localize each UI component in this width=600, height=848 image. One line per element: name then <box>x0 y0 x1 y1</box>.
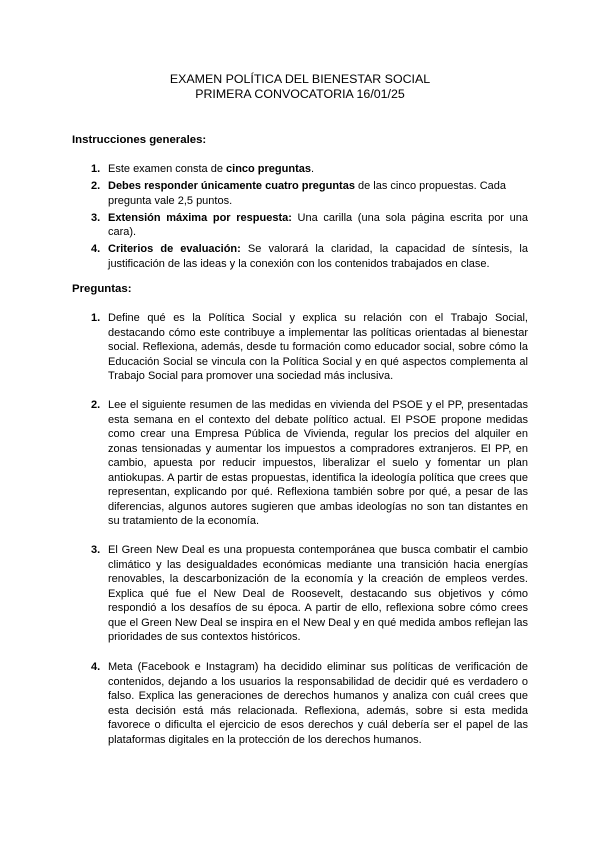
question-text: Meta (Facebook e Instagram) ha decidido eliminar sus políticas de verificación de contenidos, dejando a los usuarios la responsabilidad de decidir qué es verdadero o falso. Explica las generaciones de derechos humanos y analiza con cuál crees que esta decisión está más relacionada. Reflexiona, además, sobre si esta medida favorece o dificulta el ejercicio de esos derechos y cuál debería ser el papel de las plataformas digitales en la protección de los derechos humanos. <box>108 661 528 746</box>
instruction-item <box>91 242 528 271</box>
instructions-list <box>91 162 528 271</box>
question-item <box>91 398 528 529</box>
question-number: 1. <box>91 312 101 324</box>
instruction-item <box>91 211 528 240</box>
instruction-number: 3. <box>91 211 101 224</box>
question-text: El Green New Deal es una propuesta contemporánea que busca combatir el cambio climático y las desigualdades económicas mediante una transición hacia energías renovables, la descarbonización de la economía y la creación de empleos verdes. Explica qué fue el New Deal de Roosevelt, destacando sus objetivos y cómo respondió a los desafíos de su época. A partir de ello, reflexiona sobre cómo crees que el Green New Deal se inspira en el New Deal y en qué medida ambos reflejan las prioridades de sus contextos históricos. <box>108 544 528 643</box>
question-text: Lee el siguiente resumen de las medidas en vivienda del PSOE y el PP, presentadas esta semana en el contexto del debate político actual. El PSOE propone medidas como crear una Empresa Pública de Vivienda, regular los precios del alquiler en zonas tensionadas y aumentar los impuestos a compradores extranjeros. El PP, en cambio, apuesta por reducir impuestos, liberalizar el suelo y fomentar un plan antiokupas. A partir de estas propuestas, identifica la ideología política que crees que representan, explicando por qué. Reflexiona también sobre por qué, a pesar de las diferencias, algunos autores sugieren que ambas ideologías no son tan distantes en su tratamiento de la economía. <box>108 399 528 527</box>
instruction-text: . <box>310 163 315 175</box>
instruction-text: Se valorará la claridad, la capacidad de síntesis, la justificación de las ideas y la conexión con los contenidos trabajados en clase. <box>108 243 528 270</box>
instruction-text: de las cinco propuestas. Cada pregunta vale 2,5 puntos. <box>108 180 506 207</box>
question-text: Define qué es la Política Social y explica su relación con el Trabajo Social, destacando cómo este contribuye a implementar las políticas orientadas al bienestar social. Reflexiona, además, desde tu formación como educador social, sobre cómo la Educación Social se vincula con la Política Social y en qué aspectos complementa al Trabajo Social para promover una sociedad más inclusiva. <box>108 312 528 382</box>
instruction-text: Este examen consta de <box>108 163 227 175</box>
instruction-text: Una carilla (una sola página escrita por una cara). <box>108 211 528 238</box>
question-number: 2. <box>91 399 101 411</box>
instruction-number: 1. <box>91 163 101 175</box>
title-line-1: EXAMEN POLÍTICA DEL BIENESTAR SOCIAL <box>169 72 431 86</box>
page-title <box>0 72 600 102</box>
instruction-bold-text: cinco preguntas <box>226 163 311 175</box>
questions-heading: Preguntas: <box>72 283 132 295</box>
question-item <box>91 660 528 747</box>
question-item <box>91 311 528 384</box>
instruction-number: 4. <box>91 243 101 255</box>
title-line-2: PRIMERA CONVOCATORIA 16/01/25 <box>195 87 405 101</box>
instruction-bold-text: Extensión máxima por respuesta: <box>108 211 292 224</box>
instruction-bold-text: Criterios de evaluación: <box>108 243 241 255</box>
instruction-bold-text: Debes responder únicamente cuatro preguntas <box>108 180 355 192</box>
instruction-item <box>91 179 528 208</box>
question-item <box>91 543 528 645</box>
question-number: 3. <box>91 544 101 556</box>
question-number: 4. <box>91 661 101 673</box>
instructions-heading: Instrucciones generales: <box>72 134 207 146</box>
instruction-number: 2. <box>91 180 101 192</box>
instruction-item <box>91 162 528 177</box>
